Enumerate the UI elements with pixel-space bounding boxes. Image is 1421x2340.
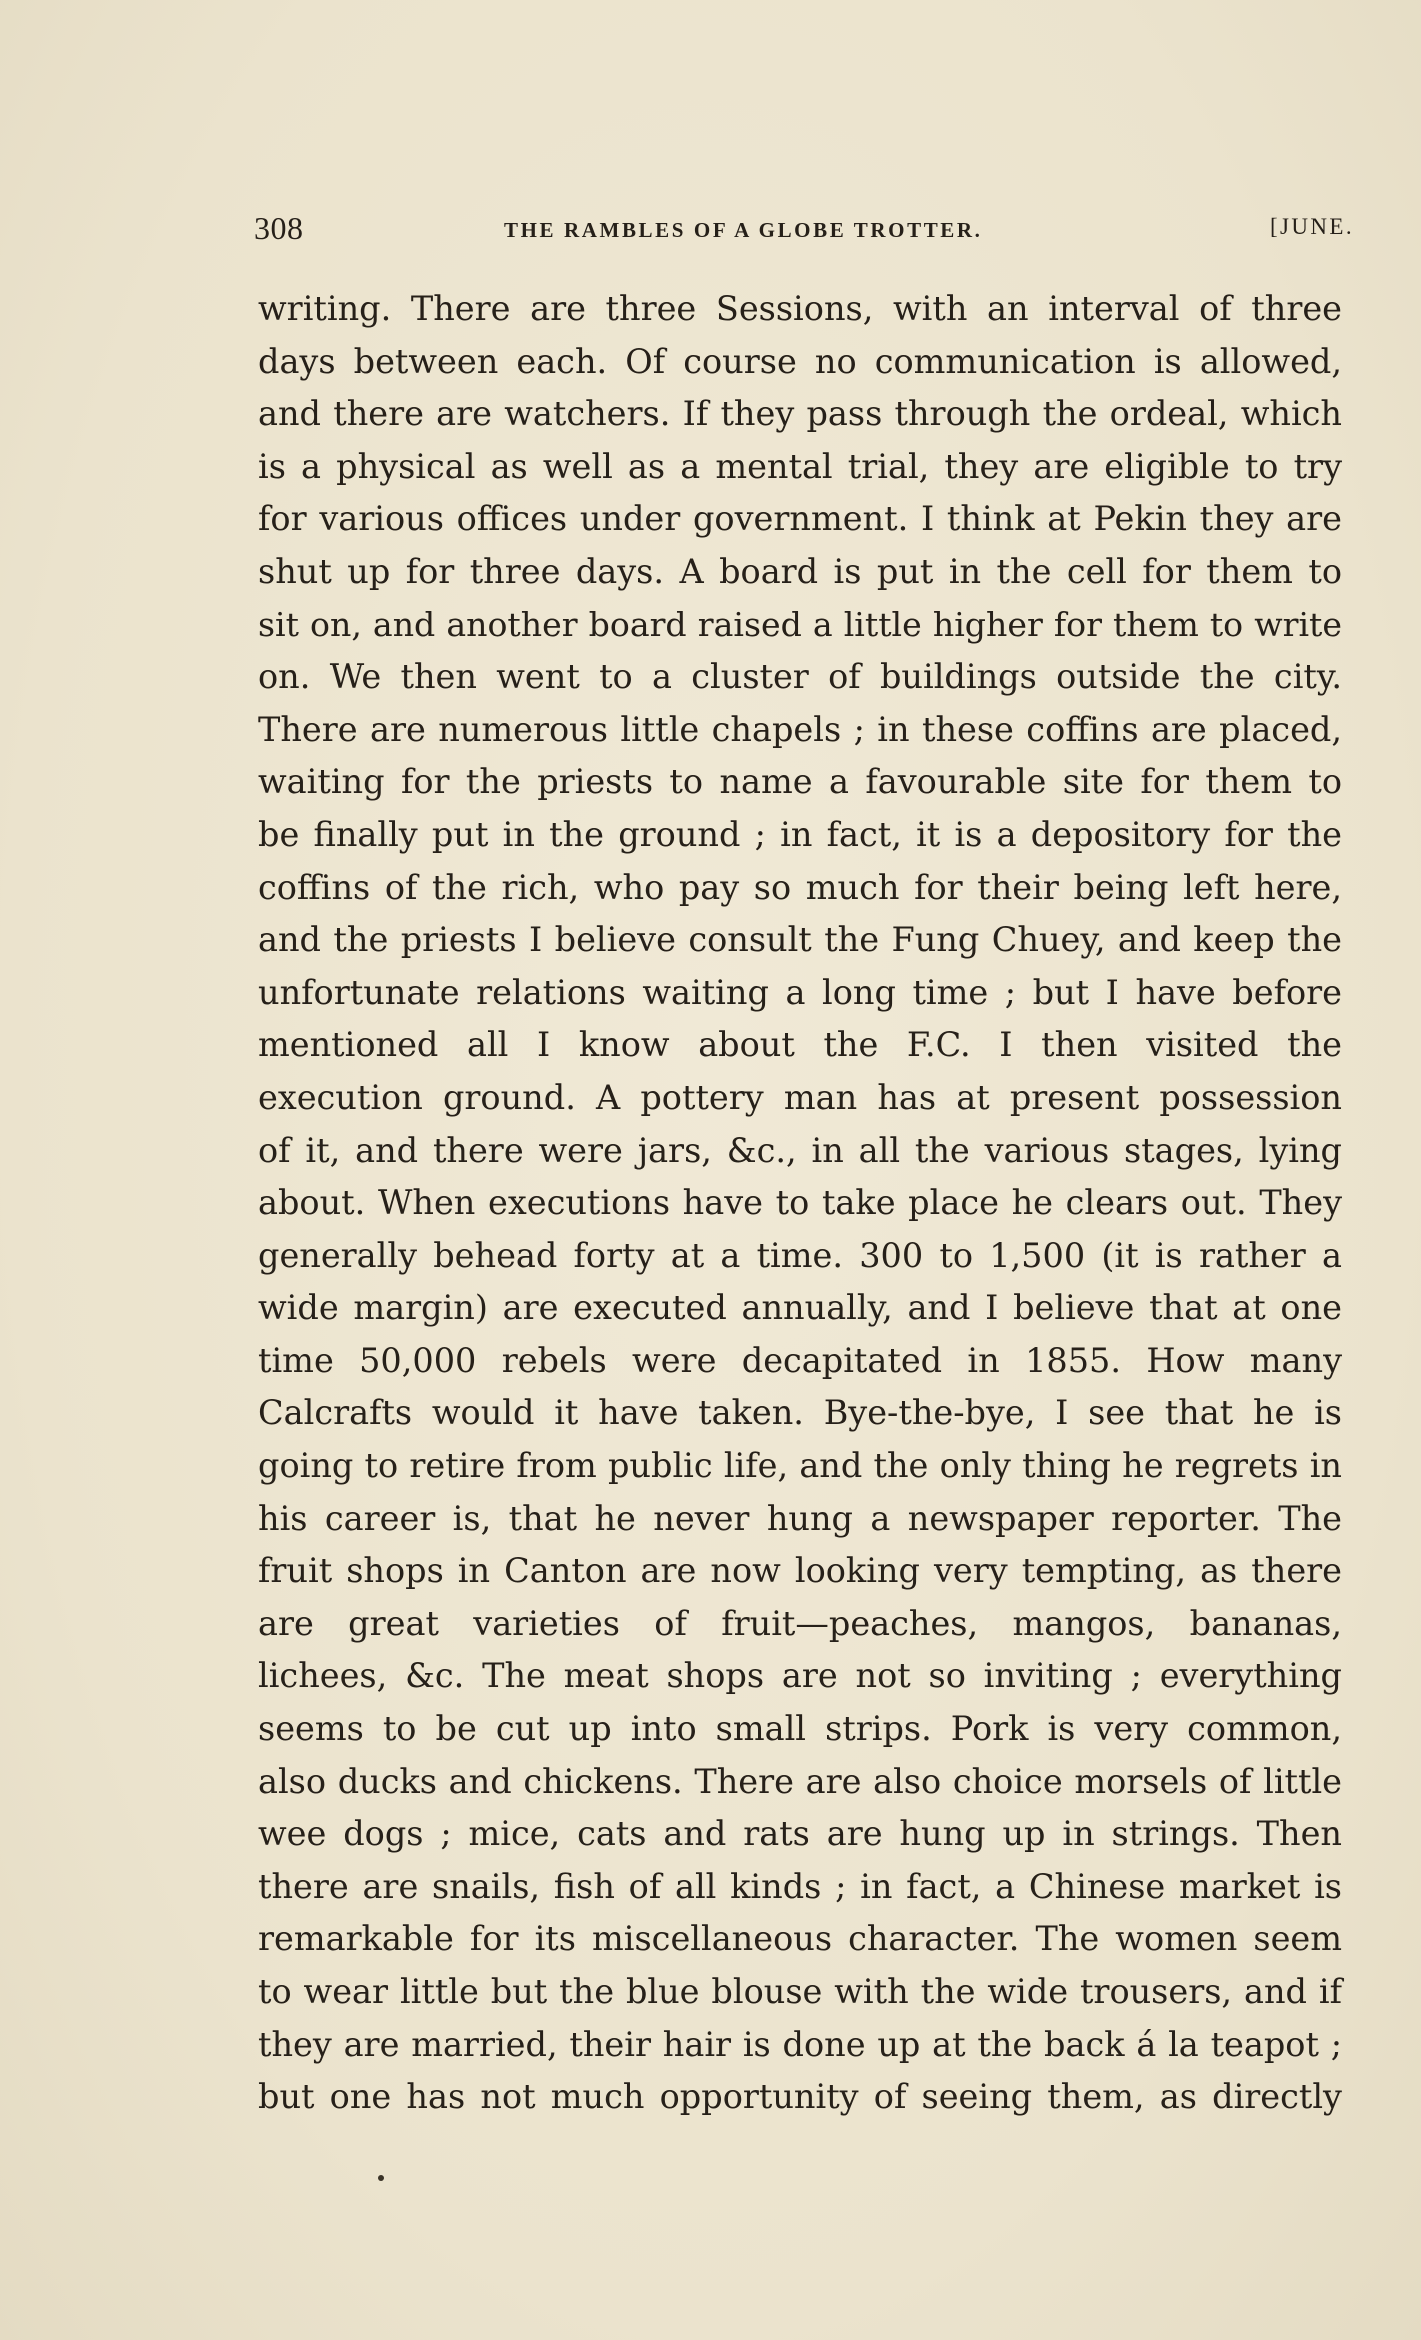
text-line: his career is, that he never hung a newspaper reporter. The — [258, 1498, 1342, 1538]
text-line: also ducks and chickens. There are also choice morsels of little — [258, 1761, 1342, 1801]
running-title: THE RAMBLES OF A GLOBE TROTTER. — [504, 218, 983, 242]
text-line: they are married, their hair is done up at the back á la teapot ; — [258, 2024, 1342, 2064]
text-line: of it, and there were jars, &c., in all the various stages, lying — [258, 1130, 1342, 1170]
text-line: time 50,000 rebels were decapitated in 1855. How many — [258, 1340, 1342, 1380]
text-line: days between each. Of course no communication is allowed, — [258, 341, 1342, 381]
text-line: there are snails, fish of all kinds ; in fact, a Chinese market is — [258, 1866, 1342, 1906]
text-line: on. We then went to a cluster of buildings outside the city. — [258, 657, 1342, 697]
text-line: waiting for the priests to name a favourable site for them to — [258, 762, 1342, 802]
text-line: There are numerous little chapels ; in these coffins are placed, — [258, 709, 1342, 749]
page-number: 308 — [254, 210, 304, 246]
text-line: are great varieties of fruit—peaches, mangos, bananas, — [258, 1603, 1342, 1643]
text-line: coffins of the rich, who pay so much for their being left here, — [258, 867, 1342, 907]
body-text — [258, 283, 1342, 2124]
ink-speck — [378, 2175, 384, 2181]
text-line: fruit shops in Canton are now looking very tempting, as there — [258, 1551, 1342, 1591]
running-header — [254, 210, 1354, 256]
text-line: unfortunate relations waiting a long time ; but I have before — [258, 972, 1342, 1012]
text-line: mentioned all I know about the F.C. I then visited the — [258, 1025, 1342, 1065]
running-month: [JUNE. — [1269, 214, 1354, 239]
text-line: and the priests I believe consult the Fung Chuey, and keep the — [258, 920, 1342, 960]
text-line: writing. There are three Sessions, with an interval of three — [258, 289, 1342, 328]
text-line: shut up for three days. A board is put in the cell for them to — [258, 551, 1342, 591]
text-line: seems to be cut up into small strips. Pork is very common, — [258, 1709, 1342, 1749]
text-line: and there are watchers. If they pass through the ordeal, which — [258, 394, 1342, 434]
text-line: be finally put in the ground ; in fact, it is a depository for the — [258, 814, 1342, 854]
text-line: generally behead forty at a time. 300 to 1,500 (it is rather a — [258, 1235, 1342, 1275]
text-line: about. When executions have to take place he clears out. They — [258, 1183, 1342, 1223]
text-line: Calcrafts would it have taken. Bye-the-bye, I see that he is — [258, 1393, 1342, 1433]
text-line: wee dogs ; mice, cats and rats are hung up in strings. Then — [258, 1814, 1342, 1854]
text-line: lichees, &c. The meat shops are not so inviting ; everything — [258, 1656, 1342, 1696]
text-line: sit on, and another board raised a little higher for them to write — [258, 604, 1342, 644]
text-line: going to retire from public life, and the only thing he regrets in — [258, 1446, 1342, 1486]
text-line: execution ground. A pottery man has at present possession — [258, 1077, 1342, 1117]
text-line: wide margin) are executed annually, and I believe that at one — [258, 1288, 1342, 1328]
text-line: is a physical as well as a mental trial, they are eligible to try — [258, 446, 1342, 486]
text-line: but one has not much opportunity of seeing them, as directly — [258, 2077, 1342, 2117]
text-line: remarkable for its miscellaneous character. The women seem — [258, 1919, 1342, 1959]
text-line: for various offices under government. I think at Pekin they are — [258, 499, 1342, 539]
text-line: to wear little but the blue blouse with the wide trousers, and if — [258, 1972, 1342, 2011]
